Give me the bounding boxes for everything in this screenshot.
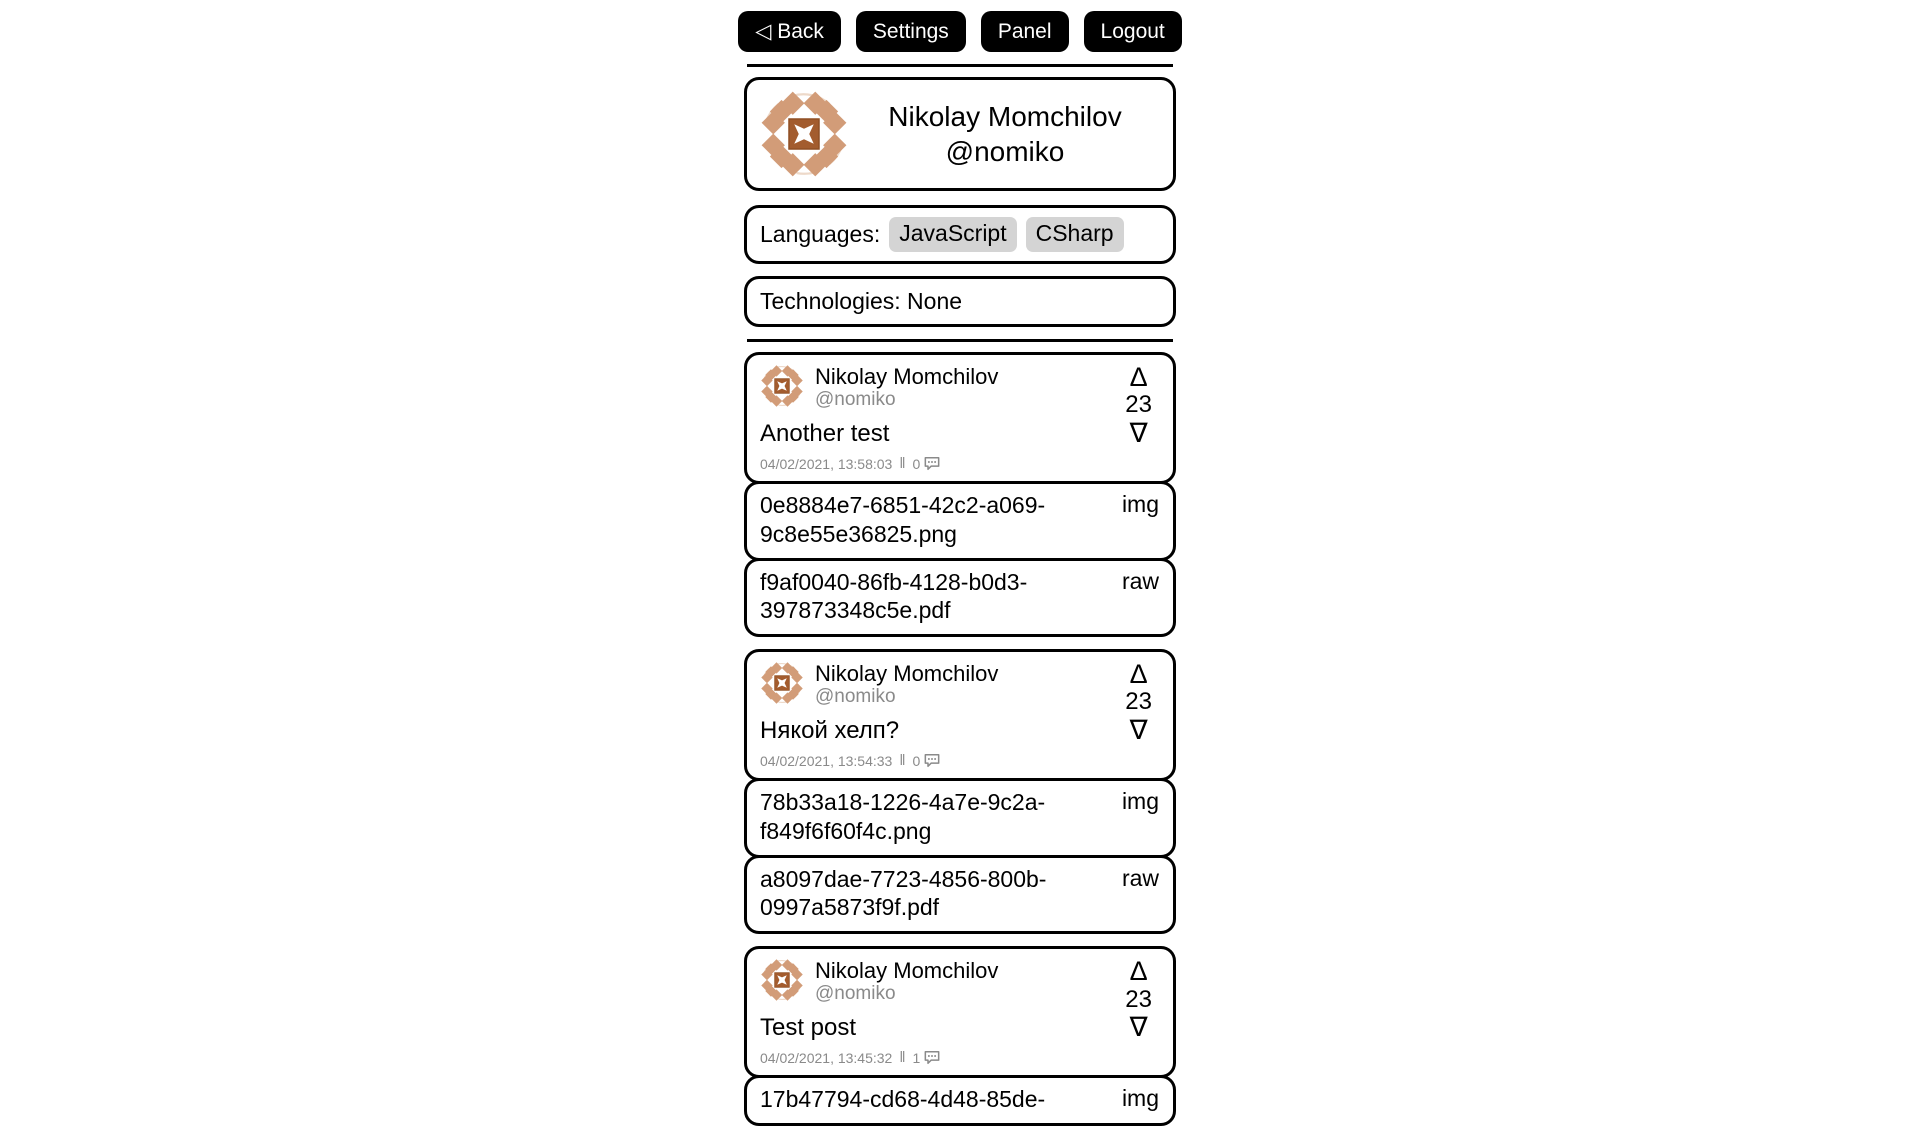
attachment-type-badge: img	[1121, 788, 1159, 815]
vote-score: 23	[1125, 688, 1152, 716]
profile-avatar-identicon-icon	[759, 89, 849, 179]
downvote-button[interactable]: ∇	[1129, 1011, 1148, 1042]
divider	[747, 339, 1173, 342]
attachment-row[interactable]	[744, 558, 1176, 638]
upvote-button[interactable]: Δ	[1129, 956, 1148, 987]
attachment-filename: 0e8884e7-6851-42c2-a069-9c8e55e36825.png	[760, 492, 1046, 547]
post-header[interactable]	[744, 946, 1176, 1078]
post-avatar-identicon-icon[interactable]	[760, 661, 804, 705]
attachment-type-badge: raw	[1121, 567, 1159, 594]
upvote-button[interactable]: Δ	[1129, 659, 1148, 690]
attachment-row[interactable]	[744, 855, 1176, 935]
meta-separator: ‖	[899, 1049, 906, 1067]
post-title: Another test	[760, 420, 890, 448]
logout-button[interactable]: Logout	[1084, 11, 1182, 52]
post-card	[744, 649, 1176, 934]
downvote-button[interactable]: ∇	[1129, 417, 1148, 448]
language-tag-javascript: JavaScript	[889, 217, 1016, 252]
post-card	[744, 352, 1176, 637]
panel-button[interactable]: Panel	[981, 11, 1069, 52]
attachment-type-badge: img	[1121, 1085, 1159, 1112]
speech-bubble-icon	[924, 753, 940, 768]
vote-score: 23	[1125, 985, 1152, 1013]
post-avatar-identicon-icon[interactable]	[760, 958, 804, 1002]
post-author-row	[760, 661, 1159, 709]
post-header[interactable]	[744, 352, 1176, 484]
post-title: Някой хелп?	[760, 717, 900, 745]
attachment-filename: 78b33a18-1226-4a7e-9c2a-f849f6f60f4c.png	[760, 789, 1046, 844]
post-timestamp: 04/02/2021, 13:58:03	[760, 455, 893, 472]
languages-card	[744, 205, 1176, 264]
post-meta	[760, 1049, 1159, 1066]
profile-handle: @nomiko	[945, 136, 1065, 167]
post-title: Test post	[760, 1014, 857, 1042]
downvote-button[interactable]: ∇	[1129, 714, 1148, 745]
attachment-type-badge: raw	[1121, 864, 1159, 891]
speech-bubble-icon	[924, 1050, 940, 1065]
profile-names	[849, 99, 1161, 169]
languages-label: Languages:	[760, 221, 881, 247]
attachment-filename: 17b47794-cd68-4d48-85de-	[760, 1086, 1046, 1113]
vote-score: 23	[1125, 391, 1152, 419]
post-timestamp: 04/02/2021, 13:45:32	[760, 1049, 893, 1066]
post-author-handle: @nomiko	[815, 686, 896, 708]
profile-name: Nikolay Momchilov	[888, 101, 1122, 132]
toolbar	[744, 0, 1176, 52]
attachment-filename: f9af0040-86fb-4128-b0d3-397873348c5e.pdf	[760, 568, 1028, 624]
comment-count: 1	[912, 1049, 921, 1066]
post-author	[815, 661, 998, 709]
vote-widget	[1125, 363, 1152, 447]
attachment-row[interactable]	[744, 1075, 1176, 1126]
post-meta	[760, 752, 1159, 769]
post-author	[815, 958, 998, 1006]
technologies-label: Technologies: None	[760, 288, 963, 314]
post-author-row	[760, 364, 1159, 412]
post-header[interactable]	[744, 649, 1176, 781]
post-author-handle: @nomiko	[815, 983, 896, 1005]
attachment-row[interactable]	[744, 481, 1176, 561]
post-card	[744, 946, 1176, 1126]
technologies-card	[744, 276, 1176, 327]
post-author-name: Nikolay Momchilov	[815, 661, 999, 687]
post-author-name: Nikolay Momchilov	[815, 364, 999, 389]
post-timestamp: 04/02/2021, 13:54:33	[760, 752, 893, 769]
divider	[747, 64, 1173, 67]
attachment-type-badge: img	[1121, 491, 1159, 518]
post-author-row	[760, 958, 1159, 1006]
post-avatar-identicon-icon[interactable]	[760, 364, 804, 408]
language-tag-csharp: CSharp	[1026, 217, 1124, 252]
settings-button[interactable]: Settings	[856, 11, 966, 52]
upvote-button[interactable]: Δ	[1129, 362, 1148, 392]
post-author-handle: @nomiko	[815, 389, 896, 411]
attachment-row[interactable]	[744, 778, 1176, 858]
profile-card	[744, 77, 1176, 191]
comment-count: 0	[912, 455, 921, 472]
meta-separator: ‖	[899, 752, 906, 770]
vote-widget	[1125, 660, 1152, 744]
attachment-filename: a8097dae-7723-4856-800b-0997a5873f9f.pdf	[760, 865, 1047, 921]
post-author-name: Nikolay Momchilov	[815, 958, 999, 984]
meta-separator: ‖	[899, 455, 906, 473]
speech-bubble-icon	[924, 456, 940, 471]
post-meta	[760, 455, 1159, 472]
comment-count: 0	[912, 752, 921, 769]
back-button[interactable]: ◁ Back	[738, 11, 841, 52]
vote-widget	[1125, 957, 1152, 1041]
main-column	[744, 0, 1176, 1126]
post-author	[815, 364, 998, 412]
